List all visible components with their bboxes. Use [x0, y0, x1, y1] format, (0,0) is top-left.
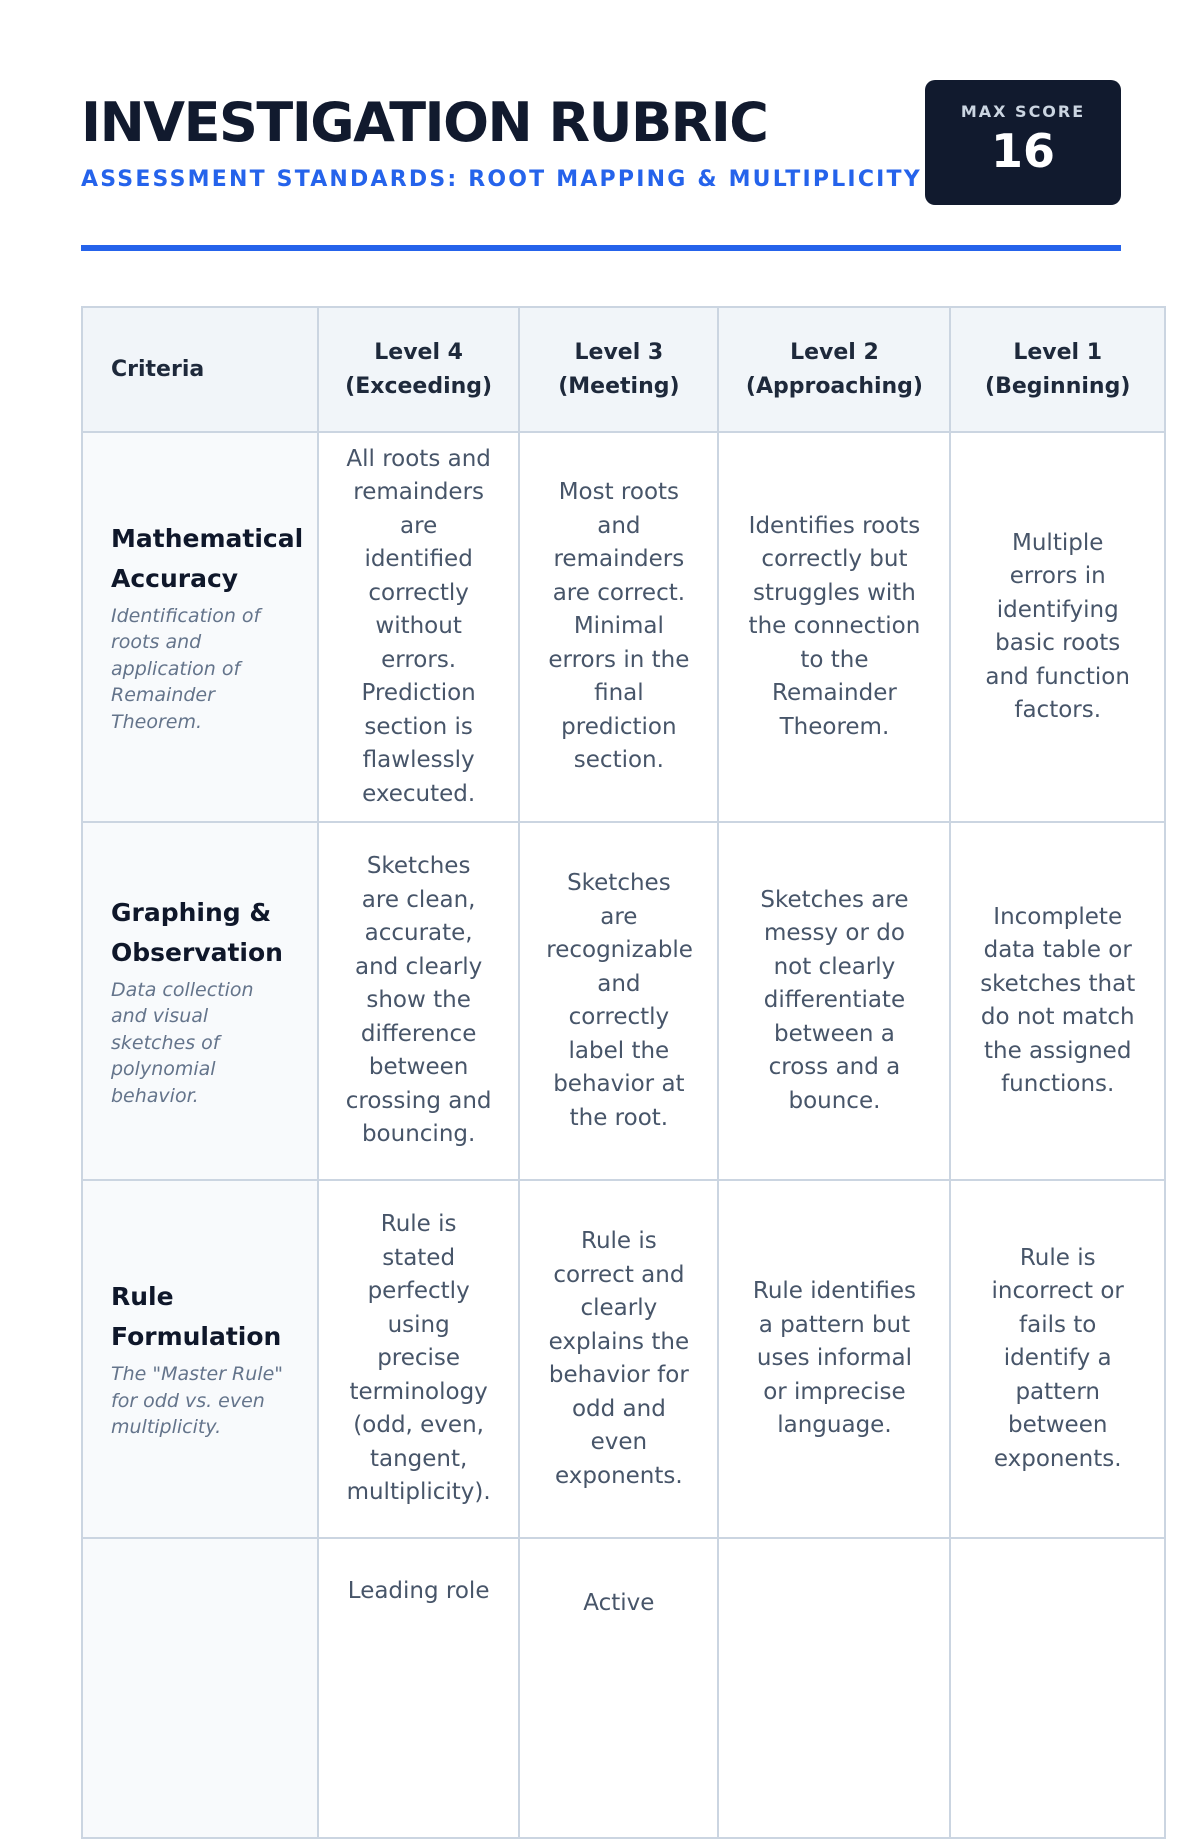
table-row [82, 432, 1165, 822]
column-header-level-2: Level 2 (Approaching) [718, 307, 950, 432]
table-row [82, 1538, 1165, 1838]
page-subtitle: ASSESSMENT STANDARDS: ROOT MAPPING & MULTIPLICITY [81, 167, 922, 192]
criteria-cell [82, 1538, 318, 1838]
criteria-title: Graphing & Observation [111, 897, 283, 967]
column-header-level-4: Level 4 (Exceeding) [318, 307, 519, 432]
level-1-cell [950, 1538, 1165, 1838]
criteria-cell [82, 432, 318, 822]
level-3-cell: Most roots and remainders are correct. Minimal errors in the final prediction section. [519, 432, 718, 822]
level-3-cell: Rule is correct and clearly explains the behavior for odd and even exponents. [519, 1180, 718, 1538]
page-header [81, 80, 1121, 210]
header-divider [81, 245, 1121, 251]
level-1-cell: Multiple errors in identifying basic roots and function factors. [950, 432, 1165, 822]
criteria-cell [82, 822, 318, 1180]
level-2-cell: Identifies roots correctly but struggles with the connection to the Remainder Theorem. [718, 432, 950, 822]
page-title: INVESTIGATION RUBRIC [81, 91, 768, 154]
level-1-cell: Rule is incorrect or fails to identify a pattern between exponents. [950, 1180, 1165, 1538]
criteria-description: Identification of roots and application of Remainder Theorem. [111, 604, 261, 733]
max-score-value: 16 [990, 124, 1055, 178]
max-score-badge [925, 80, 1121, 205]
criteria-description: The "Master Rule" for odd vs. even multiplicity. [111, 1363, 283, 1439]
level-4-cell: Sketches are clean, accurate, and clearly show the difference between crossing and bouncing. [318, 822, 519, 1180]
criteria-cell [82, 1180, 318, 1538]
level-4-cell: Leading role [318, 1538, 519, 1838]
column-header-criteria: Criteria [82, 307, 318, 432]
rubric-table [81, 306, 1166, 1839]
max-score-label: MAX SCORE [960, 102, 1086, 121]
column-header-level-1: Level 1 (Beginning) [950, 307, 1165, 432]
column-header-level-3: Level 3 (Meeting) [519, 307, 718, 432]
level-2-cell: Sketches are messy or do not clearly differentiate between a cross and a bounce. [718, 822, 950, 1180]
criteria-title: Rule Formulation [111, 1282, 282, 1352]
level-4-cell: All roots and remainders are identified correctly without errors. Prediction section is flawlessly executed. [318, 432, 519, 822]
level-1-cell: Incomplete data table or sketches that do not match the assigned functions. [950, 822, 1165, 1180]
criteria-description: Data collection and visual sketches of polynomial behavior. [111, 978, 254, 1107]
level-4-cell: Rule is stated perfectly using precise terminology (odd, even, tangent, multiplicity). [318, 1180, 519, 1538]
level-2-cell [718, 1538, 950, 1838]
level-3-cell: Sketches are recognizable and correctly label the behavior at the root. [519, 822, 718, 1180]
level-2-cell: Rule identifies a pattern but uses informal or imprecise language. [718, 1180, 950, 1538]
criteria-title: Mathematical Accuracy [111, 523, 304, 593]
table-row [82, 1180, 1165, 1538]
table-header-row [82, 307, 1165, 432]
level-3-cell: Active [519, 1538, 718, 1838]
table-row [82, 822, 1165, 1180]
